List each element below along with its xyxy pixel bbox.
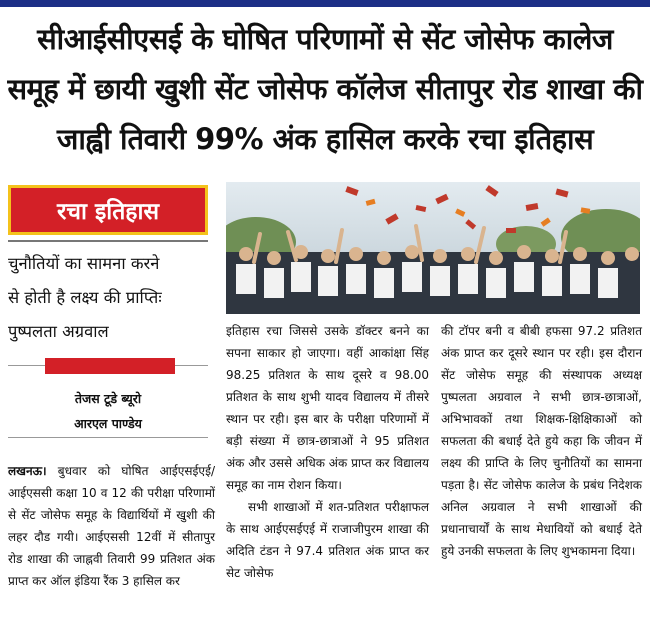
article-paragraph: की टॉपर बनी व बीबी हफसा 97.2 प्रतिशत अंक प्राप्त कर दूसरे स्थान पर रही। इस दौरान सेंट जोसेफ समूह की संस्थापक अध्यक्ष पुष्पलता अग्रवाल ने सभी छात्र-छात्राओं, अभिभावकों तथा शिक्षक-क्षिक्षिकाओं को सफलता की बधाई देते हुये कहा कि जीवन में लक्ष्य की प्राप्ति के लिए चुनौतियों का सामना पड़ता है। सेंट जोसेफ कालेज के प्रबंध निदेशक अनिल अग्रवाल ने सभी शाखाओं की प्रधानाचार्यों के साथ मेधावियों को बधाई देते हुये उनकी सफलता के लिए शुभकामना दिया।	[441, 324, 642, 558]
subheadline-line-2: से होती है लक्ष्य की प्राप्तिः	[8, 288, 162, 307]
section-tag-label: रचा इतिहास	[56, 199, 160, 225]
subheadline-line-1: चुनौतियों का सामना करने	[8, 254, 160, 273]
subheadline-line-3: पुष्पलता अग्रवाल	[8, 322, 109, 341]
byline-reporter: आरएल पाण्डेय	[74, 416, 142, 431]
subheadline	[8, 247, 213, 349]
section-tag	[8, 185, 208, 235]
students-celebration-photo	[226, 182, 640, 314]
article-column-1	[8, 460, 215, 592]
article-column-3	[441, 320, 642, 562]
photo-illustration	[226, 182, 640, 314]
article-column-2	[226, 320, 429, 584]
headline-line-1: सीआईसीएसई के घोषित परिणामों से सेंट जोसेफ कालेज	[37, 22, 613, 56]
divider	[8, 240, 208, 242]
byline-bureau: तेजस टूडे ब्यूरो	[74, 391, 142, 406]
article-text: बुधवार को घोषित आईएसईएई/आईएससी कक्षा 10 व 12 की परीक्षा परिणामों से सेंट जोसेफ समूह के विद्यार्थियों में खुशी की लहर दौड गयी। आईएससी 12वीं में सीतापुर रोड शाखा की जाह्नवी तिवारी 99 प्रतिशत अंक प्राप्त कर ऑल इंडिया रैंक 3 हासिल कर	[8, 464, 215, 588]
red-accent-bar	[45, 358, 175, 374]
article-paragraph	[8, 460, 215, 592]
headline-line-3: जाह्वी तिवारी 99% अंक हासिल करके रचा इतिहास	[56, 122, 594, 156]
headline	[0, 14, 650, 164]
dateline: लखनऊ।	[8, 464, 47, 478]
article-paragraph: सभी शाखाओं में शत-प्रतिशत परीक्षाफल के साथ आईएसईएई में राजाजीपुरम शाखा की अदिति टंडन ने 97.4 प्रतिशत अंक प्राप्त कर सेट जोसेफ	[226, 500, 429, 580]
top-rule	[0, 0, 650, 7]
divider	[8, 437, 208, 438]
headline-line-2: समूह में छायी खुशी सेंट जोसेफ कॉलेज सीतापुर रोड शाखा की	[7, 72, 643, 106]
article-paragraph: इतिहास रचा जिससे उसके डॉक्टर बनने का सपना साकार हो जाएगा। वहीं आकांक्षा सिंह 98.25 प्रतिशत के साथ दूसरे व 98.00 प्रतिशत के साथ शुभी यादव विद्यालय में तीसरे स्थान पर रही। इस बार के परीक्षा परिणामों में बड़ी संख्या में छात्र-छात्राओं ने 95 प्रतिशत अंक और उससे अधिक अंक प्राप्त कर विद्यालय समूह का नाम रोशन किया।	[226, 324, 429, 492]
